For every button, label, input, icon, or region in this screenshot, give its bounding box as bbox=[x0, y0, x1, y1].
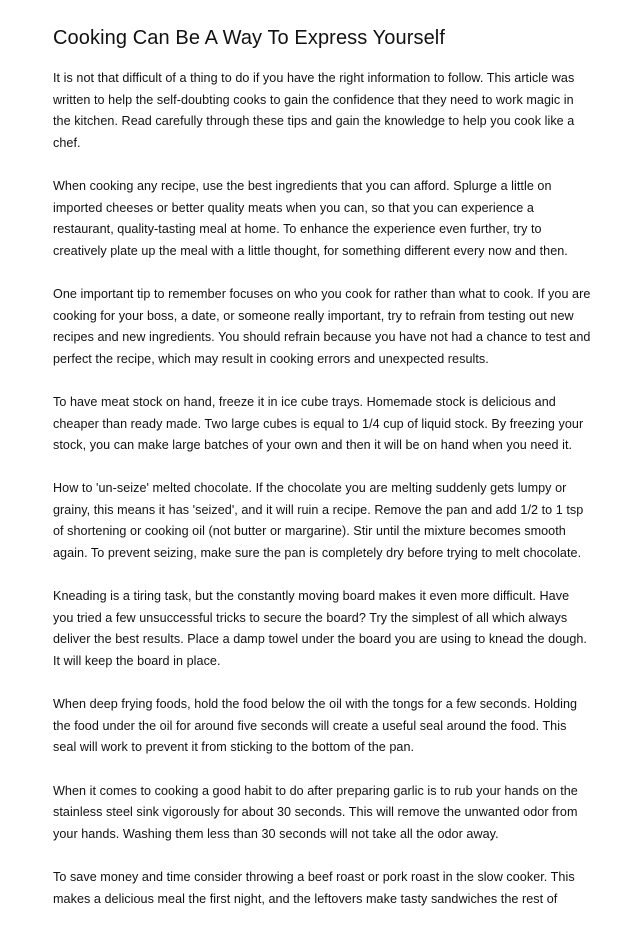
paragraph: To save money and time consider throwing a beef roast or pork roast in the slow cooker. This makes a delicious meal the first night, and the leftovers make tasty sandwiches the rest of bbox=[53, 869, 575, 906]
document-page bbox=[53, 25, 593, 932]
paragraph: When deep frying foods, hold the food below the oil with the tongs for a few seconds. Holding the food under the oil for around five seconds will create a useful seal around the food. This seal will work to prevent it from sticking to the bottom of the pan. bbox=[53, 697, 578, 755]
paragraph: It is not that difficult of a thing to do if you have the right information to follow. This article was written to help the self-doubting cooks to gain the confidence that they need to work magic in the kitchen. Read carefully through these tips and gain the knowledge to help you cook like a chef. bbox=[53, 71, 575, 150]
paragraph: How to 'un-seize' melted chocolate. If the chocolate you are melting suddenly gets lumpy or grainy, this means it has 'seized', and it will ruin a recipe. Remove the pan and add 1/2 to 1 tsp of shortening or cooking oil (not butter or margarine). Stir until the mixture becomes smooth again. To prevent seizing, make sure the pan is completely dry before trying to melt chocolate. bbox=[53, 481, 584, 561]
paragraph: When it comes to cooking a good habit to do after preparing garlic is to rub your hands on the stainless steel sink vigorously for about 30 seconds. This will remove the unwanted odor from your hands. Washing them less than 30 seconds will not take all the odor away. bbox=[53, 783, 578, 841]
page-title: Cooking Can Be A Way To Express Yourself bbox=[53, 27, 445, 49]
paragraph: To have meat stock on hand, freeze it in ice cube trays. Homemade stock is delicious and cheaper than ready made. Two large cubes is equal to 1/4 cup of liquid stock. By freezing your stock, you can make large batches of your own and then it will be on hand when you need it. bbox=[53, 394, 584, 453]
paragraph: Kneading is a tiring task, but the constantly moving board makes it even more difficult. Have you tried a few unsuccessful tricks to secure the board? Try the simplest of all which always deliver the best results. Place a damp towel under the board you are using to knead the dough. It will keep the board in place. bbox=[53, 589, 587, 669]
paragraph: One important tip to remember focuses on who you cook for rather than what to cook. If you are cooking for your boss, a date, or someone really important, try to refrain from testing out new recipes and new ingredients. You should refrain because you have not had a chance to test and perfect the recipe, which may result in cooking errors and unexpected results. bbox=[53, 286, 591, 366]
paragraph: When cooking any recipe, use the best ingredients that you can afford. Splurge a little on imported cheeses or better quality meats when you can, so that you can experience a restaurant, quality-tasting meal at home. To enhance the experience even further, try to creatively plate up the meal with a little thought, for something different every now and then. bbox=[53, 178, 568, 258]
